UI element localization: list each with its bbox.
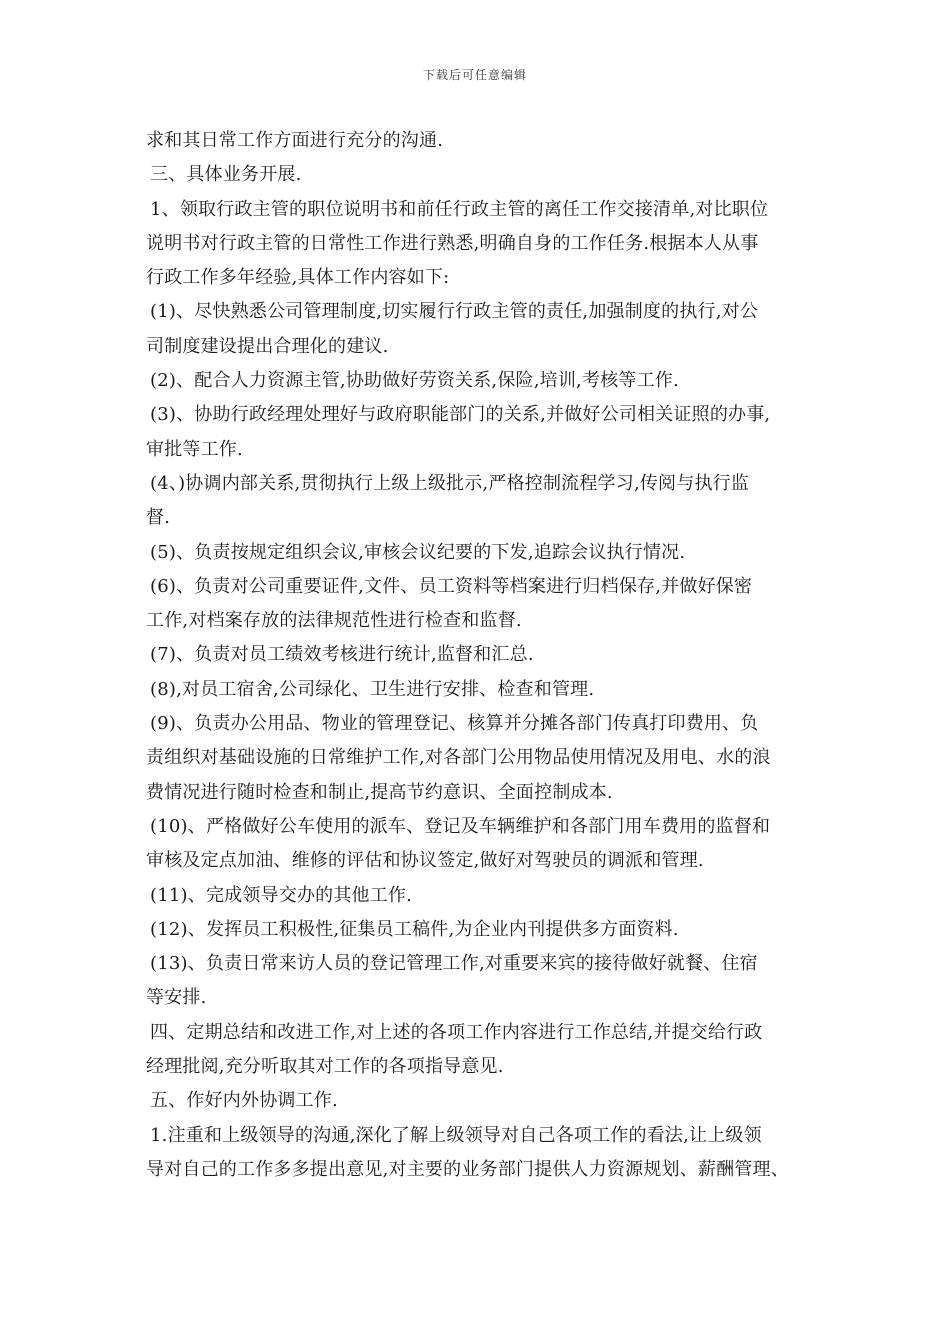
- text-line: 求和其日常工作方面进行充分的沟通.: [146, 130, 444, 151]
- text-line: (9)、负责办公用品、物业的管理登记、核算并分摊各部门传真打印费用、负: [150, 713, 759, 735]
- text-line: 工作,对档案存放的法律规范性进行检查和监督.: [146, 610, 522, 632]
- text-line: 导对自己的工作多多提出意见,对主要的业务部门提供人力资源规划、薪酬管理、: [146, 1158, 789, 1180]
- text-line: (8),对员工宿舍,公司绿化、卫生进行安排、检查和管理.: [150, 678, 595, 700]
- text-line: (11)、完成领导交办的其他工作.: [150, 884, 413, 906]
- text-line: 行政工作多年经验,具体工作内容如下:: [146, 267, 450, 289]
- text-line: 1.注重和上级领导的沟通,深化了解上级领导对自己各项工作的看法,让上级领: [150, 1124, 762, 1146]
- text-line: (5)、负责按规定组织会议,审核会议纪要的下发,追踪会议执行情况.: [150, 541, 686, 563]
- text-line: 审核及定点加油、维修的评估和协议签定,做好对驾驶员的调派和管理.: [146, 850, 704, 872]
- text-line: 说明书对行政主管的日常性工作进行熟悉,明确自身的工作任务.根据本人从事: [146, 232, 759, 254]
- text-line: (6)、负责对公司重要证件,文件、员工资料等档案进行归档保存,并做好保密: [150, 575, 753, 597]
- text-line: (10)、严格做好公车使用的派车、登记及车辆维护和各部门用车费用的监督和: [150, 815, 771, 837]
- text-line: 审批等工作.: [146, 438, 243, 460]
- text-line: (13)、负责日常来访人员的登记管理工作,对重要来宾的接待做好就餐、住宿: [150, 953, 758, 975]
- text-line: 五、作好内外协调工作.: [150, 1090, 338, 1112]
- page-header: 下载后可任意编辑: [422, 68, 527, 82]
- text-line: (12)、发挥员工积极性,征集员工稿件,为企业内刊提供多方面资料.: [150, 918, 679, 940]
- text-line: 四、定期总结和改进工作,对上述的各项工作内容进行工作总结,并提交给行政: [150, 1021, 763, 1043]
- text-line: 责组织对基础设施的日常维护工作,对各部门公用物品使用情况及用电、水的浪: [146, 747, 771, 769]
- text-line: (4、)协调内部关系,贯彻执行上级上级批示,严格控制流程学习,传阅与执行监: [150, 472, 750, 494]
- text-line: (3)、协助行政经理处理好与政府职能部门的关系,并做好公司相关证照的办事,: [150, 404, 771, 426]
- text-line: 费情况进行随时检查和制止,提高节约意识、全面控制成本.: [146, 781, 613, 803]
- text-line: (7)、负责对员工绩效考核进行统计,监督和汇总.: [150, 644, 534, 666]
- text-line: (2)、配合人力资源主管,协助做好劳资关系,保险,培训,考核等工作.: [150, 370, 679, 392]
- text-line: 三、具体业务开展.: [150, 164, 302, 186]
- text-line: 等安排.: [146, 987, 207, 1009]
- text-line: 司制度建设提出合理化的建议.: [146, 335, 389, 357]
- text-line: 1、领取行政主管的职位说明书和前任行政主管的离任工作交接清单,对比职位: [150, 198, 769, 220]
- text-line: 督.: [146, 507, 171, 529]
- text-line: (1)、尽快熟悉公司管理制度,切实履行行政主管的责任,加强制度的执行,对公: [150, 301, 759, 323]
- document-body: [146, 124, 814, 1187]
- text-line: 经理批阅,充分听取其对工作的各项指导意见.: [146, 1056, 504, 1078]
